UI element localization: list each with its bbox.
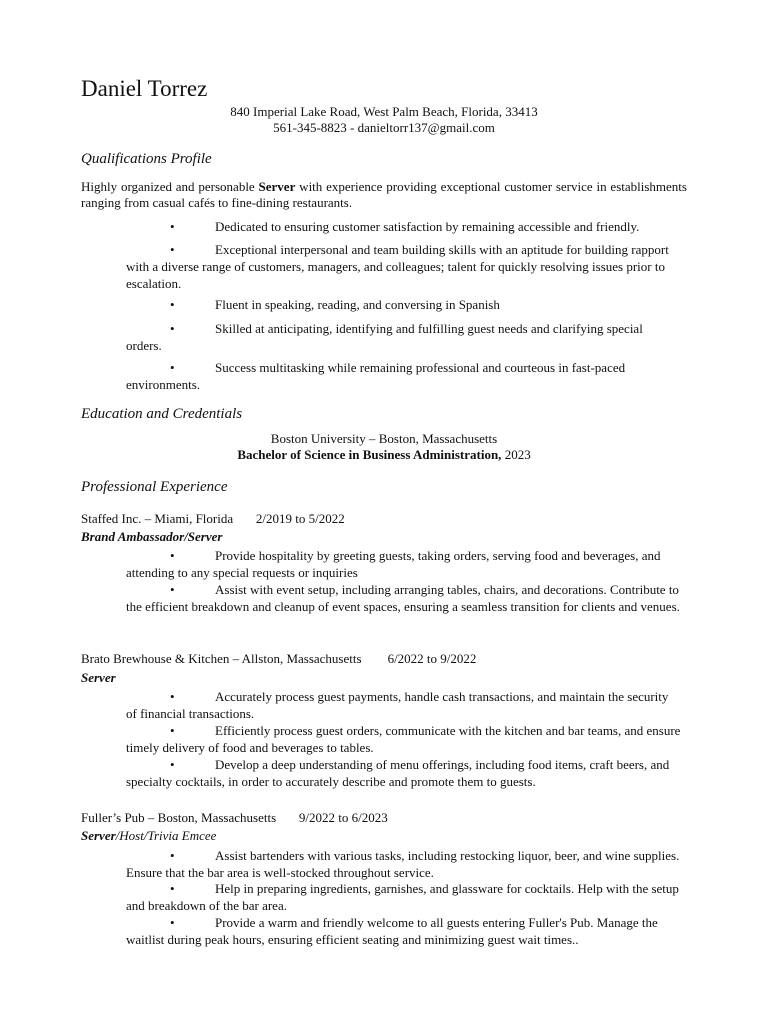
bullet-icon: • bbox=[170, 548, 175, 563]
bullet-icon: • bbox=[170, 881, 175, 896]
education-heading: Education and Credentials bbox=[81, 406, 243, 422]
degree-line: Bachelor of Science in Business Administration, 2023 bbox=[237, 447, 531, 462]
job-header: Fuller’s Pub – Boston, Massachusetts 9/2022 to 6/2023 bbox=[81, 810, 388, 825]
qualifications-intro: Highly organized and personable Server with experience providing exceptional customer service in establishments ranging from casual cafés to fine-dining restaurants. bbox=[81, 179, 687, 210]
bullet-icon: • bbox=[170, 689, 175, 704]
qualification-bullet: • Dedicated to ensuring customer satisfaction by remaining accessible and friendly. bbox=[170, 219, 640, 234]
bullet-icon: • bbox=[170, 297, 175, 312]
bullet-icon: • bbox=[170, 242, 175, 257]
bullet-icon: • bbox=[170, 360, 175, 375]
job-bullet: • Develop a deep understanding of menu offerings, including food items, craft beers, and specialty cocktails, in order to accurately describe and promote them to guests. bbox=[126, 757, 670, 789]
job-header: Staffed Inc. – Miami, Florida 2/2019 to 5/2022 bbox=[81, 511, 345, 526]
job-role: Brand Ambassador/Server bbox=[81, 529, 223, 544]
job-header: Brato Brewhouse & Kitchen – Allston, Massachusetts 6/2022 to 9/2022 bbox=[81, 651, 477, 666]
contact-line: 561-345-8823 - danieltorr137@gmail.com bbox=[273, 120, 495, 135]
job-bullet: • Provide a warm and friendly welcome to all guests entering Fuller's Pub. Manage the waitlist during peak hours, ensuring efficient seating and minimizing guest wait times.. bbox=[126, 915, 658, 947]
bullet-icon: • bbox=[170, 582, 175, 597]
qualification-bullet: • Skilled at anticipating, identifying and fulfilling guest needs and clarifying special orders. bbox=[126, 321, 643, 353]
address-line: 840 Imperial Lake Road, West Palm Beach, Florida, 33413 bbox=[230, 104, 538, 119]
job-bullet: • Provide hospitality by greeting guests, taking orders, serving food and beverages, and attending to any special requests or inquiries bbox=[126, 548, 661, 580]
job-bullet: • Assist bartenders with various tasks, including restocking liquor, beer, and wine supplies. Ensure that the bar area is well-stocked throughout service. bbox=[126, 848, 680, 880]
bullet-icon: • bbox=[170, 915, 175, 930]
bullet-icon: • bbox=[170, 723, 175, 738]
bullet-icon: • bbox=[170, 848, 175, 863]
bullet-icon: • bbox=[170, 321, 175, 336]
qualifications-heading: Qualifications Profile bbox=[81, 151, 212, 167]
job-bullet: • Help in preparing ingredients, garnishes, and glassware for cocktails. Help with the setup and breakdown of the bar area. bbox=[126, 881, 679, 913]
job-bullet: • Assist with event setup, including arranging tables, chairs, and decorations. Contribute to the efficient breakdown and cleanup of event spaces, ensuring a seamless transition for clients and venues. bbox=[126, 582, 680, 614]
bullet-icon: • bbox=[170, 757, 175, 772]
bullet-icon: • bbox=[170, 219, 175, 234]
job-role: Server/Host/Trivia Emcee bbox=[81, 828, 217, 843]
candidate-name: Daniel Torrez bbox=[81, 76, 208, 101]
experience-heading: Professional Experience bbox=[81, 479, 228, 495]
job-bullet: • Efficiently process guest orders, communicate with the kitchen and bar teams, and ensure timely delivery of food and beverages to tables. bbox=[126, 723, 681, 755]
qualification-bullet: • Fluent in speaking, reading, and conversing in Spanish bbox=[170, 297, 500, 312]
job-role: Server bbox=[81, 670, 116, 685]
qualification-bullet: • Success multitasking while remaining professional and courteous in fast-paced environments. bbox=[126, 360, 626, 392]
qualification-bullet: • Exceptional interpersonal and team building skills with an aptitude for building rapport with a diverse range of customers, managers, and colleagues; talent for quickly resolving issues prior to escalation. bbox=[126, 242, 669, 291]
job-bullet: • Accurately process guest payments, handle cash transactions, and maintain the security of financial transactions. bbox=[126, 689, 669, 721]
school-line: Boston University – Boston, Massachusetts bbox=[270, 431, 498, 446]
